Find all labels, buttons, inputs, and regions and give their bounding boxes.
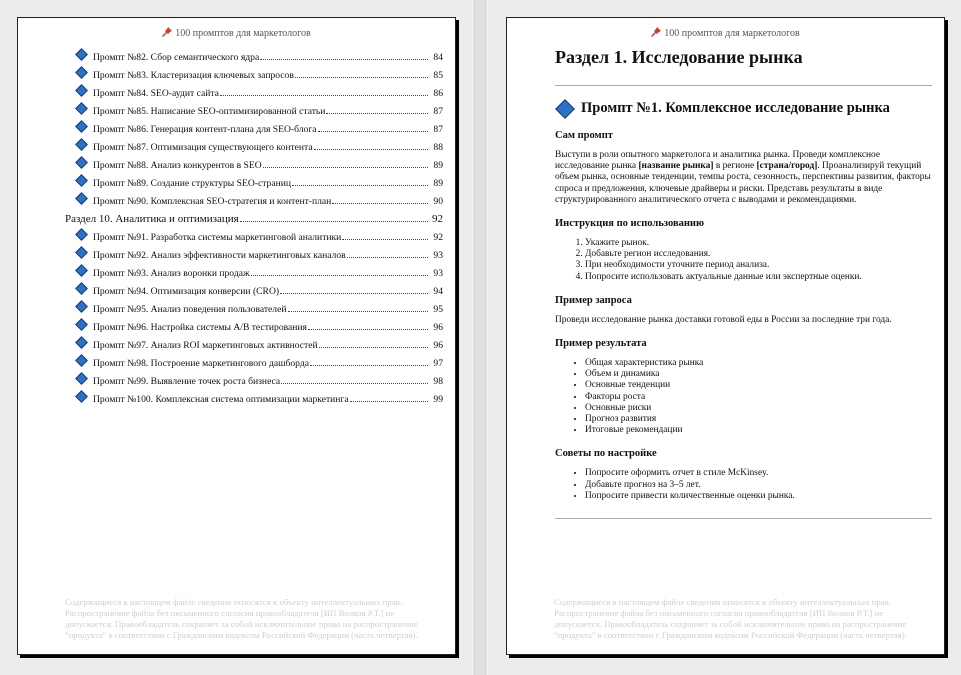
- toc-label: Промпт №97. Анализ ROI маркетинговых активностей: [93, 340, 318, 351]
- toc-leader: [295, 76, 428, 78]
- result-item: • Объем и динамика: [585, 369, 932, 380]
- diamond-icon: [75, 84, 88, 97]
- diamond-icon: [75, 390, 88, 403]
- page-separator: [474, 0, 486, 675]
- diamond-icon: [75, 246, 88, 259]
- diamond-icon: [75, 264, 88, 277]
- section-title: Раздел 1. Исследование рынка: [555, 47, 803, 67]
- toc-entry[interactable]: [77, 315, 443, 333]
- toc-leader: [326, 112, 428, 114]
- heading-tips: Советы по настройке: [555, 448, 657, 460]
- toc-label: Промпт №84. SEO-аудит сайта: [93, 88, 219, 99]
- toc-page-number: 87: [433, 106, 443, 117]
- toc-label: Промпт №93. Анализ воронки продаж: [93, 268, 250, 279]
- toc-leader: [332, 202, 428, 204]
- toc-entry[interactable]: [77, 261, 443, 279]
- toc-page-number: 93: [433, 250, 443, 261]
- toc-entry[interactable]: [77, 387, 443, 405]
- toc-section-entry[interactable]: [65, 207, 443, 225]
- diamond-icon: [75, 300, 88, 313]
- diamond-icon: [75, 138, 88, 151]
- toc-page-number: 97: [433, 358, 443, 369]
- toc-entry[interactable]: [77, 189, 443, 207]
- diamond-icon: [75, 318, 88, 331]
- instruction-item: 3. При необходимости уточните период анализа.: [585, 260, 932, 271]
- diamond-icon: [75, 282, 88, 295]
- copyright-notice: Содержащиеся в настоящем файле сведения относятся к объекту интеллектуальных прав. Распространение файла без письменного согласия правообладателя [ИП Волков Р.Т.] не допускается. Правообладатель сохраняет за собой исключительное право на распространение "продукта" в соответствии с Гражданским кодексом Российской Федерации (часть четвертая).: [554, 597, 907, 640]
- diamond-icon: [75, 228, 88, 241]
- toc-entry[interactable]: [77, 153, 443, 171]
- toc-page-number: 96: [433, 340, 443, 351]
- toc-entry[interactable]: [77, 369, 443, 387]
- toc-page-number: 85: [433, 70, 443, 81]
- toc-leader: [308, 328, 428, 330]
- toc-leader: [280, 292, 428, 294]
- toc-label: Промпт №94. Оптимизация конверсии (CRO): [93, 286, 280, 297]
- tip-item: • Попросите привести количественные оценки рынка.: [585, 491, 932, 502]
- toc-label: Промпт №88. Анализ конкурентов в SEO: [93, 160, 262, 171]
- diamond-icon: [75, 156, 88, 169]
- tips-list: [555, 468, 932, 502]
- result-item: • Итоговые рекомендации: [585, 425, 932, 436]
- toc-page-number: 93: [433, 268, 443, 279]
- toc-page-number: 87: [433, 124, 443, 135]
- header-text: 100 промптов для маркетологов: [664, 28, 800, 39]
- page-right[interactable]: [506, 17, 945, 655]
- toc-page-number: 88: [433, 142, 443, 153]
- toc-entry[interactable]: [77, 333, 443, 351]
- toc-page-number: 90: [433, 196, 443, 207]
- diamond-icon: [75, 48, 88, 61]
- toc-label: Промпт №90. Комплексная SEO-стратегия и контент-план: [93, 196, 332, 207]
- page-header: [507, 27, 944, 39]
- result-item: • Общая характеристика рынка: [585, 358, 932, 369]
- toc-leader: [342, 238, 428, 240]
- toc-entry[interactable]: [77, 351, 443, 369]
- diamond-icon: [75, 192, 88, 205]
- toc-entry[interactable]: [77, 297, 443, 315]
- toc-label: Промпт №100. Комплексная система оптимизации маркетинга: [93, 394, 349, 405]
- prompt-title: [555, 100, 932, 117]
- toc-label: Промпт №89. Создание структуры SEO-страниц: [93, 178, 291, 189]
- toc-label: Промпт №98. Построение маркетингового дашборда: [93, 358, 309, 369]
- toc-entry[interactable]: [77, 81, 443, 99]
- toc-leader: [281, 382, 428, 384]
- toc-label: Промпт №82. Сбор семантического ядра: [93, 52, 260, 63]
- toc-page-number: 92: [432, 213, 443, 225]
- diamond-icon: [75, 336, 88, 349]
- toc-entry[interactable]: [77, 135, 443, 153]
- diamond-icon: [75, 66, 88, 79]
- toc-page-number: 98: [433, 376, 443, 387]
- toc-leader: [263, 166, 428, 168]
- toc-label: Промпт №92. Анализ эффективности маркетинговых каналов: [93, 250, 346, 261]
- example-query-text: Проведи исследование рынка доставки готовой еды в России за последние три года.: [555, 314, 892, 325]
- toc-page-number: 94: [433, 286, 443, 297]
- toc-entry[interactable]: [77, 171, 443, 189]
- toc-label: Промпт №83. Кластеризация ключевых запросов: [93, 70, 294, 81]
- instruction-item: 2. Добавьте регион исследования.: [585, 249, 932, 260]
- result-item: • Основные тенденции: [585, 380, 932, 391]
- toc-leader: [319, 346, 428, 348]
- diamond-icon: [75, 102, 88, 115]
- toc-page-number: 99: [433, 394, 443, 405]
- toc-label: Промпт №99. Выявление точек роста бизнеса: [93, 376, 281, 387]
- page-content: [555, 46, 932, 519]
- prompt-title-text: Промпт №1. Комплексное исследование рынка: [581, 100, 890, 116]
- heading-instructions: Инструкция по использованию: [555, 218, 704, 230]
- toc-leader: [240, 220, 428, 222]
- toc-page-number: 84: [433, 52, 443, 63]
- divider: [555, 85, 932, 86]
- instructions-list: [555, 238, 932, 283]
- heading-example-query: Пример запроса: [555, 294, 632, 306]
- toc-label: Промпт №96. Настройка системы A/B тестирования: [93, 322, 307, 333]
- pushpin-icon: [162, 27, 172, 37]
- heading-prompt: Сам промпт: [555, 130, 613, 141]
- page-header: [18, 27, 455, 39]
- result-item: • Прогноз развития: [585, 414, 932, 425]
- toc-label: Промпт №95. Анализ поведения пользователей: [93, 304, 287, 315]
- example-result-list: [555, 358, 932, 436]
- toc-leader: [292, 184, 428, 186]
- toc-label: Раздел 10. Аналитика и оптимизация: [65, 213, 239, 225]
- toc-leader: [310, 364, 428, 366]
- toc-leader: [220, 94, 428, 96]
- toc-entry[interactable]: [77, 225, 443, 243]
- toc-page-number: 89: [433, 178, 443, 189]
- heading-example-result: Пример результата: [555, 338, 647, 350]
- toc-page-number: 95: [433, 304, 443, 315]
- toc-leader: [251, 274, 428, 276]
- toc-label: Промпт №91. Разработка системы маркетинговой аналитики: [93, 232, 342, 243]
- divider: [555, 518, 932, 519]
- prompt-text: Выступи в роли опытного маркетолога и аналитика рынка. Проведи комплексное исследование рынка [название рынка] в регионе [страна/город]. Проанализируй текущий объем рынка, основные тенденции, темпы роста, сезонность, перспективы развития, факторы спроса и предложения, ключевые драйверы и риски. Представь результаты в виде структурированного аналитического отчета с выводами и рекомендациями.: [555, 150, 931, 205]
- tip-item: • Попросите оформить отчет в стиле McKinsey.: [585, 468, 932, 479]
- toc-leader: [347, 256, 428, 258]
- toc-label: Промпт №85. Написание SEO-оптимизированной статьи: [93, 106, 326, 117]
- toc-label: Промпт №86. Генерация контент-плана для SEO-блога: [93, 124, 317, 135]
- toc-entry[interactable]: [77, 99, 443, 117]
- toc-entry[interactable]: [77, 45, 443, 63]
- copyright-notice: Содержащиеся в настоящем файле сведения относятся к объекту интеллектуальных прав. Распространение файла без письменного согласия правообладателя [ИП Волков Р.Т.] не допускается. Правообладатель сохраняет за собой исключительное право на распространение "продукта" в соответствии с Гражданским кодексом Российской Федерации (часть четвертая).: [65, 597, 418, 640]
- toc-leader: [288, 310, 429, 312]
- toc-entry[interactable]: [77, 63, 443, 81]
- result-item: • Основные риски: [585, 403, 932, 414]
- pushpin-icon: [651, 27, 661, 37]
- diamond-icon: [75, 354, 88, 367]
- table-of-contents: [65, 45, 443, 405]
- toc-leader: [260, 58, 428, 60]
- instruction-item: 1. Укажите рынок.: [585, 238, 932, 249]
- toc-page-number: 89: [433, 160, 443, 171]
- diamond-icon: [75, 372, 88, 385]
- tip-item: • Добавьте прогноз на 3–5 лет.: [585, 480, 932, 491]
- toc-leader: [350, 400, 428, 402]
- diamond-icon: [75, 174, 88, 187]
- toc-page-number: 86: [433, 88, 443, 99]
- page-left[interactable]: [17, 17, 456, 655]
- toc-page-number: 92: [433, 232, 443, 243]
- toc-entry[interactable]: [77, 243, 443, 261]
- instruction-item: 4. Попросите использовать актуальные данные или экспертные оценки.: [585, 272, 932, 283]
- diamond-icon: [75, 120, 88, 133]
- toc-label: Промпт №87. Оптимизация существующего контента: [93, 142, 313, 153]
- diamond-icon: [555, 99, 575, 119]
- toc-page-number: 96: [433, 322, 443, 333]
- toc-leader: [314, 148, 428, 150]
- header-text: 100 промптов для маркетологов: [175, 28, 311, 39]
- result-item: • Факторы роста: [585, 392, 932, 403]
- toc-entry[interactable]: [77, 117, 443, 135]
- toc-leader: [318, 130, 428, 132]
- toc-entry[interactable]: [77, 279, 443, 297]
